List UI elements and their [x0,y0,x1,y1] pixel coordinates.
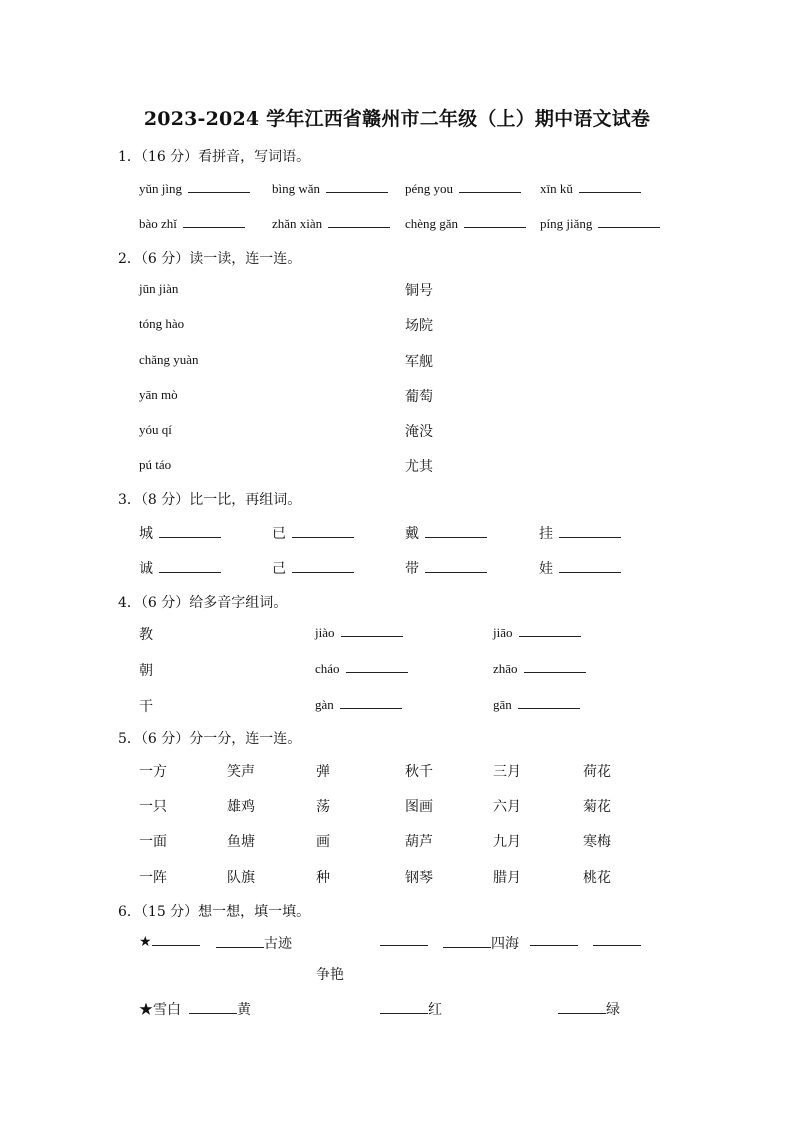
q4-item [493,696,580,713]
q5-word: 九月 [493,834,521,850]
q4-pinyin: zhāo [493,661,518,676]
q1-pinyin: xīn kǔ [540,181,573,196]
q3-char: 戴 [405,526,419,542]
q6-line-2 [139,999,181,1019]
q4-pinyin: gàn [315,697,334,712]
q6-sihai: 四海 [491,936,519,952]
q3-item [539,523,621,543]
answer-blank [593,933,641,946]
q1-item [405,215,526,232]
q3-item [139,558,221,578]
q5-word: 秋千 [405,764,433,780]
q6-guji: 古迹 [264,936,292,952]
q2-pinyin: chǎng yuàn [139,352,199,367]
q6-zhengyan: 争艳 [316,967,344,983]
q5-word: 葫芦 [405,834,433,850]
answer-blank [159,560,221,573]
q4-char: 干 [139,699,153,715]
q1-pinyin: píng jiǎng [540,216,593,231]
q3-char: 娃 [539,561,553,577]
q3-item [272,523,354,543]
q5-word: 荡 [316,799,330,815]
star-icon: ★ [139,1002,153,1018]
q2-word: 铜号 [405,283,433,299]
answer-blank [189,1001,237,1014]
q2-heading: 2．（6 分）读一读，连一连。 [118,251,302,267]
q5-word: 一方 [139,764,167,780]
q5-word: 一面 [139,834,167,850]
q5-word: 队旗 [227,870,255,886]
answer-blank [346,660,408,673]
q6-huang-item [189,999,251,1019]
q3-char: 诚 [139,561,153,577]
q6-hong-item [380,999,442,1019]
q3-item [272,558,354,578]
q4-pinyin: jiào [315,625,335,640]
q4-heading: 4．（6 分）给多音字组词。 [118,595,288,611]
q2-pinyin: yān mò [139,387,178,402]
answer-blank [425,560,487,573]
q2-pinyin: pú táo [139,457,172,472]
q3-char: 挂 [539,526,553,542]
q1-pinyin: zhǎn xiàn [272,216,323,231]
star-icon: ★ [139,934,152,950]
answer-blank [519,624,581,637]
q1-item [272,180,388,197]
q3-item [139,523,221,543]
q2-pinyin: tóng hào [139,316,185,331]
q6-idiom-sihai [380,933,428,950]
q5-word: 鱼塘 [227,834,255,850]
q3-char: 己 [272,561,286,577]
q5-word: 三月 [493,764,521,780]
q2-word: 葡萄 [405,389,433,405]
q5-word: 种 [316,870,330,886]
q5-word: 一阵 [139,870,167,886]
answer-blank [292,525,354,538]
q5-word: 图画 [405,799,433,815]
q2-word: 尤其 [405,459,433,475]
q6-xuebai: 雪白 [153,1002,181,1018]
answer-blank [216,935,264,948]
answer-blank [459,180,521,193]
q4-pinyin: gān [493,697,512,712]
q1-item [540,215,660,232]
q3-char: 已 [272,526,286,542]
q1-item [272,215,390,232]
q5-word: 画 [316,834,330,850]
q1-item [540,180,641,197]
q5-word: 一只 [139,799,167,815]
q1-item [139,215,245,232]
q5-word: 菊花 [583,799,611,815]
q5-word: 腊月 [493,870,521,886]
q5-word: 荷花 [583,764,611,780]
answer-blank [524,660,586,673]
q2-word: 淹没 [405,424,433,440]
q4-item [493,660,586,677]
answer-blank [152,933,200,946]
q6-idiom-sihai-2 [443,933,519,953]
answer-blank [559,560,621,573]
q4-char: 教 [139,627,153,643]
answer-blank [340,696,402,709]
answer-blank [159,525,221,538]
q4-pinyin: jiāo [493,625,513,640]
q2-pinyin: jūn jiàn [139,281,179,296]
q5-word: 笑声 [227,764,255,780]
q2-pinyin: yóu qí [139,422,172,437]
q3-char: 带 [405,561,419,577]
q5-word: 寒梅 [583,834,611,850]
q1-pinyin: bào zhǐ [139,216,177,231]
answer-blank [380,933,428,946]
q4-item [315,624,403,641]
answer-blank [188,180,250,193]
q3-item [405,558,487,578]
answer-blank [341,624,403,637]
answer-blank [518,696,580,709]
q2-word: 场院 [405,318,433,334]
answer-blank [598,215,660,228]
q2-word: 军舰 [405,354,433,370]
answer-blank [425,525,487,538]
q3-item [405,523,487,543]
answer-blank [326,180,388,193]
q5-word: 雄鸡 [227,799,255,815]
q1-pinyin: péng you [405,181,454,196]
answer-blank [558,1001,606,1014]
answer-blank [530,933,578,946]
q5-word: 六月 [493,799,521,815]
q4-char: 朝 [139,663,153,679]
q6-hong: 红 [428,1002,442,1018]
q5-word: 钢琴 [405,870,433,886]
answer-blank [579,180,641,193]
q1-item [405,180,521,197]
q6-idiom-guji [216,933,292,953]
q5-heading: 5．（6 分）分一分，连一连。 [118,731,302,747]
q4-item [315,696,402,713]
q6-blank-extra-2 [593,933,641,950]
answer-blank [183,215,245,228]
q6-blank-extra [530,933,578,950]
q4-item [315,660,408,677]
q6-lv-item [558,999,620,1019]
q6-huang: 黄 [237,1002,251,1018]
answer-blank [380,1001,428,1014]
q6-line-1 [139,933,200,950]
answer-blank [443,935,491,948]
q6-heading: 6．（15 分）想一想，填一填。 [118,904,311,920]
answer-blank [328,215,390,228]
answer-blank [292,560,354,573]
q4-item [493,624,581,641]
q1-pinyin: yǔn jìng [139,181,182,196]
q6-lv: 绿 [606,1002,620,1018]
answer-blank [559,525,621,538]
q3-char: 城 [139,526,153,542]
q1-item [139,180,250,197]
q1-pinyin: bìng wǎn [272,181,321,196]
q1-pinyin: chèng gǎn [405,216,459,231]
q1-heading: 1．（16 分）看拼音，写词语。 [118,149,311,165]
q3-heading: 3．（8 分）比一比，再组词。 [118,492,302,508]
q3-item [539,558,621,578]
q5-word: 桃花 [583,870,611,886]
page-title: 2023-2024 学年江西省赣州市二年级（上）期中语文试卷 [143,108,651,130]
q4-pinyin: cháo [315,661,340,676]
q5-word: 弹 [316,764,330,780]
answer-blank [464,215,526,228]
